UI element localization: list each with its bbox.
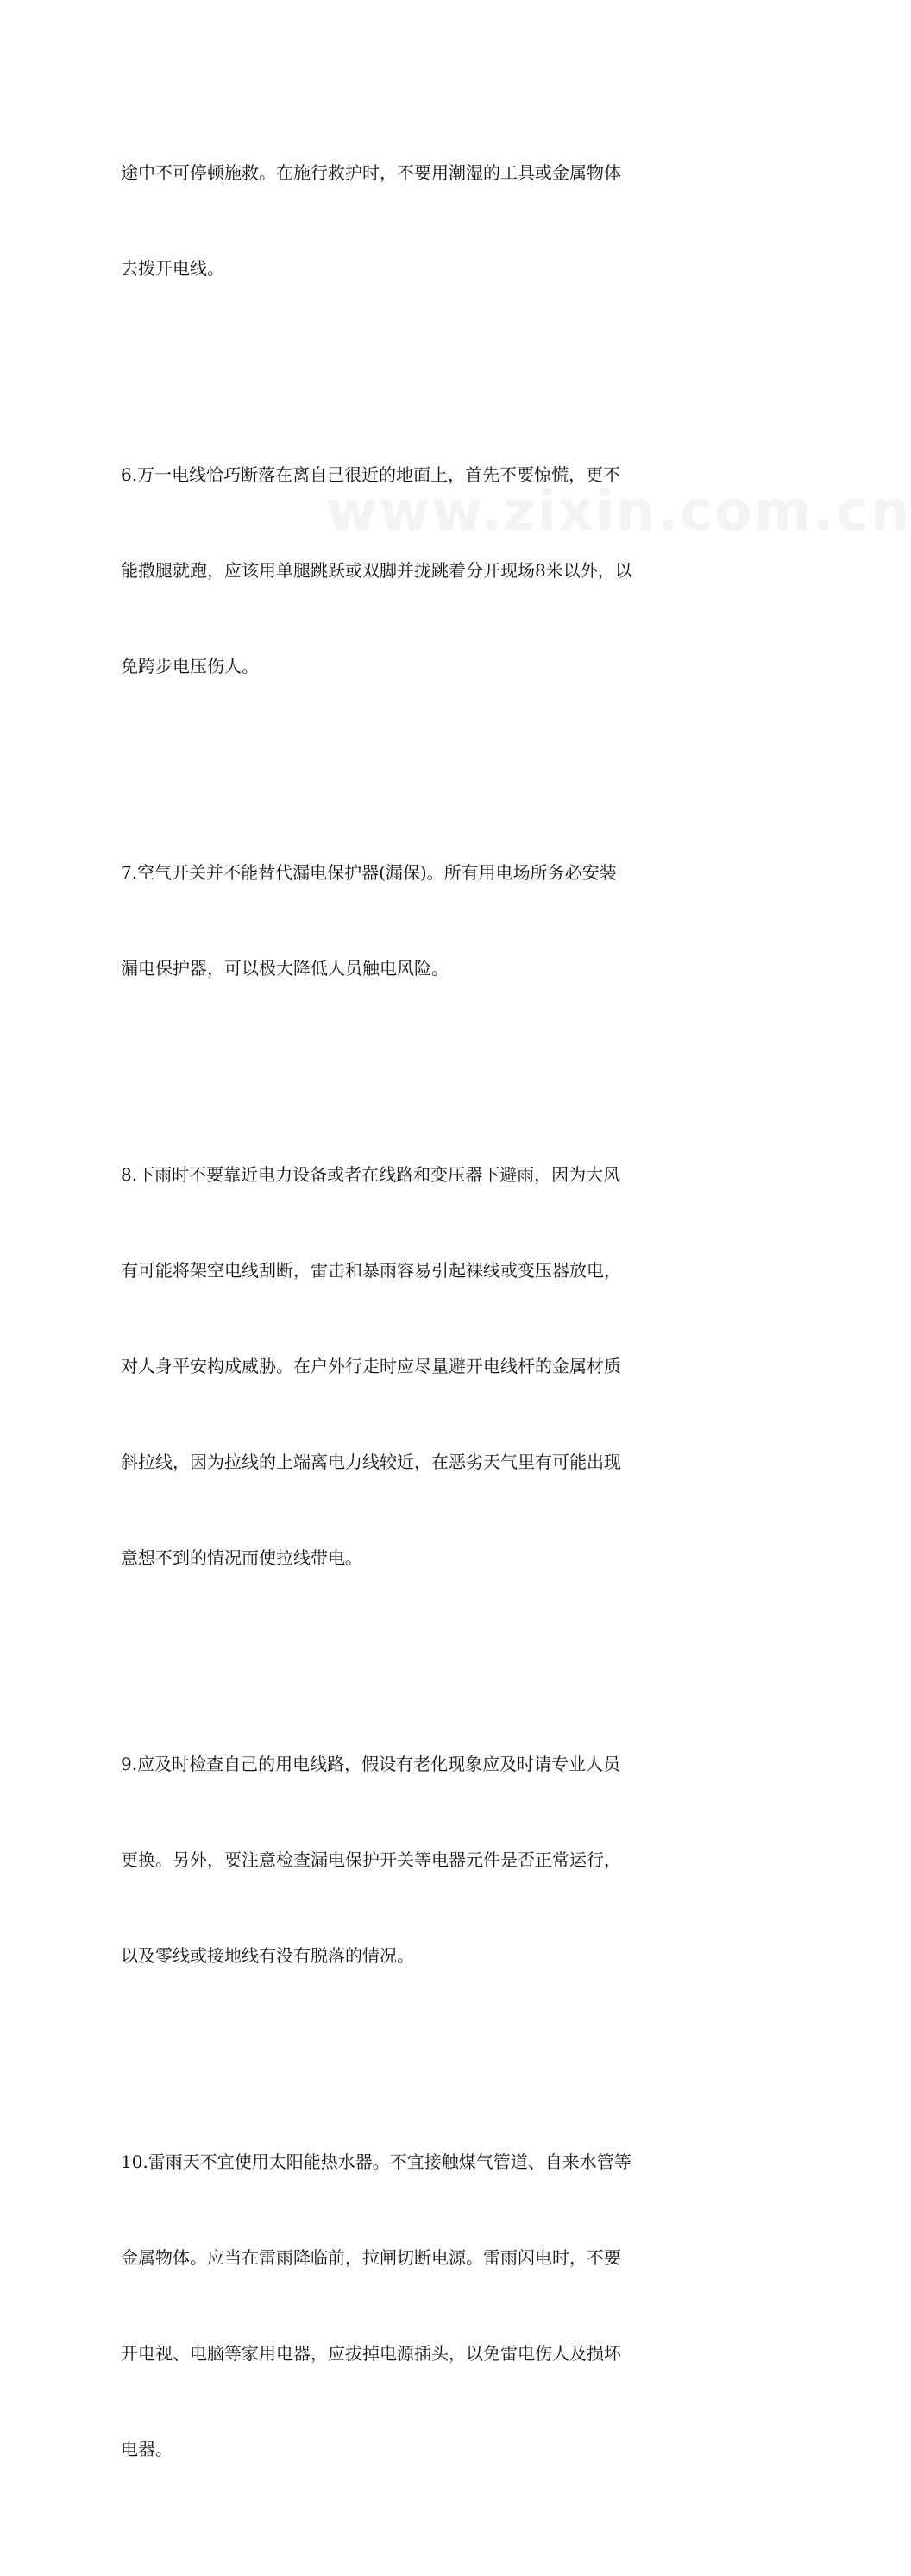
text-line: 6.万一电线恰巧断落在离自己很近的地面上，首先不要惊慌，更不	[121, 464, 621, 485]
text-line: 漏电保护器，可以极大降低人员触电风险。	[121, 958, 449, 979]
document-body	[121, 93, 673, 2576]
text-line: 更换。另外，要注意检查漏电保护开关等电器元件是否正常运行，	[121, 1849, 621, 1870]
paragraph-item-10	[121, 2082, 673, 2529]
text-line: 免跨步电压伤人。	[121, 656, 259, 677]
paragraph-item-7	[121, 793, 673, 1049]
text-line: 开电视、电脑等家用电器，应拔掉电源插头，以免雷电伤人及损坏	[121, 2343, 621, 2364]
paragraph-item-6	[121, 395, 673, 746]
text-line: 金属物体。应当在雷雨降临前，拉闸切断电源。雷雨闪电时，不要	[121, 2247, 621, 2268]
text-line: 去拨开电线。	[121, 258, 224, 279]
text-line: 有可能将架空电线刮断，雷击和暴雨容易引起裸线或变压器放电，	[121, 1260, 621, 1281]
text-line: 斜拉线，因为拉线的上端离电力线较近，在恶劣天气里有可能出现	[121, 1452, 621, 1472]
text-line: 对人身平安构成威胁。在户外行走时应尽量避开电线杆的金属材质	[121, 1356, 621, 1376]
text-line: 能撒腿就跑，应该用单腿跳跃或双脚并拢跳着分开现场8米以外，以	[121, 560, 632, 581]
paragraph-item-8	[121, 1095, 673, 1638]
text-line: 电器。	[121, 2439, 173, 2459]
text-line: 7.空气开关并不能替代漏电保护器(漏保)。所有用电场所务必安装	[121, 862, 617, 883]
text-line: 意想不到的情况而使拉线带电。	[121, 1547, 362, 1568]
text-line: 8.下雨时不要靠近电力设备或者在线路和变压器下避雨，因为大风	[121, 1164, 621, 1185]
text-line: 途中不可停顿施救。在施行救护时，不要用潮湿的工具或金属物体	[121, 162, 621, 183]
text-line: 9.应及时检查自己的用电线路，假设有老化现象应及时请专业人员	[121, 1754, 621, 1774]
text-line: 10.雷雨天不宜使用太阳能热水器。不宜接触煤气管道、自来水管等	[121, 2151, 631, 2172]
watermark: www.zixin.com.cn	[326, 480, 911, 544]
paragraph-continuation	[121, 93, 673, 349]
text-line: 以及零线或接地线有没有脱落的情况。	[121, 1945, 414, 1966]
paragraph-item-9	[121, 1685, 673, 2036]
